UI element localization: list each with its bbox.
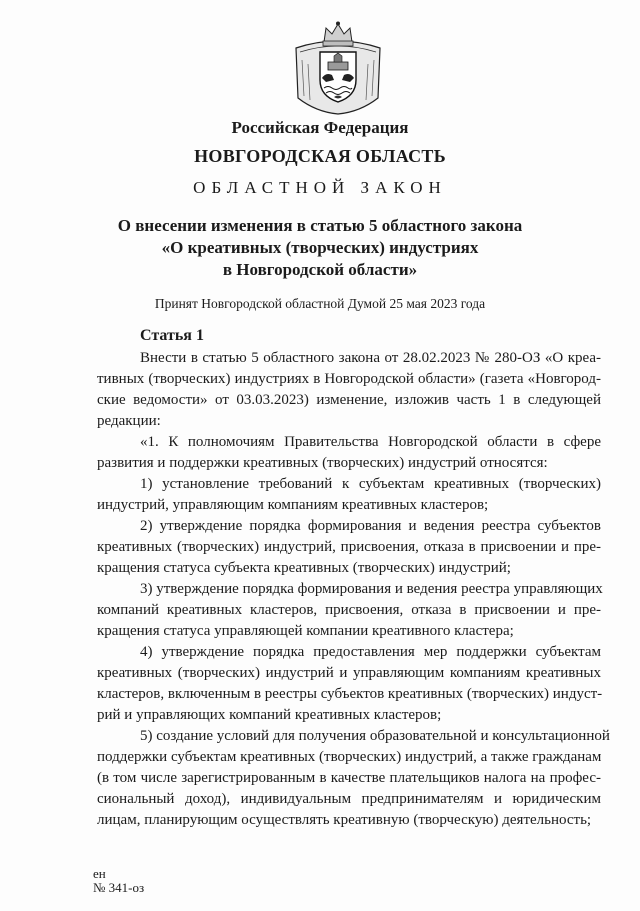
country-name: Российская Федерация	[231, 118, 409, 137]
body-line: индустрий, управляющим компаниям креативных кластеров;	[97, 497, 489, 513]
body-line: 1) установление требований к субъектам креативных (творческих)	[140, 476, 601, 492]
law-title-line: О внесении изменения в статью 5 областного закона	[117, 216, 523, 235]
body-line: 5) создание условий для получения образовательной и консультационной	[140, 728, 610, 744]
body-line: 4) утверждение порядка предоставления мер поддержки субъектам	[140, 644, 601, 660]
body-line: (в том числе зарегистрированным в качестве плательщиков налога на профес-	[97, 770, 601, 786]
body-line: рий и управляющих компаний креативных кластеров;	[97, 707, 442, 723]
body-line: креативных (творческих) индустрий и управляющим компаниям креативных	[97, 665, 601, 681]
law-number: № 341-оз	[93, 880, 145, 895]
body-line: тивных (творческих) индустриях в Новгородской области» (газета «Новгород-	[97, 371, 601, 387]
region-name: НОВГОРОДСКАЯ ОБЛАСТЬ	[194, 146, 446, 166]
adoption-note: Принят Новгородской областной Думой 25 мая 2023 года	[154, 296, 486, 311]
body-line: редакции:	[97, 413, 161, 429]
body-line: креативных (творческих) индустрий, присвоения, отказа в присвоении и пре-	[97, 539, 601, 555]
body-line: компаний креативных кластеров, присвоения, отказа в присвоении и пре-	[97, 602, 601, 618]
body-line: 2) утверждение порядка формирования и ведения реестра субъектов	[140, 518, 601, 534]
body-line: кращения статуса субъекта креативных (творческих) индустрий;	[97, 560, 511, 576]
body-line: ские ведомости» от 03.03.2023) изменение, изложив часть 1 в следующей	[97, 392, 601, 408]
body-line: сиональный доход), индивидуальным предпринимателям и юридическим	[97, 791, 601, 807]
law-title-line: в Новгородской области»	[222, 260, 418, 279]
body-line: кращения статуса управляющей компании креативного кластера;	[97, 623, 514, 639]
body-line: Внести в статью 5 областного закона от 28.02.2023 № 280-ОЗ «О креа-	[140, 350, 601, 366]
document-kind: ОБЛАСТНОЙ ЗАКОН	[193, 178, 447, 197]
body-line: кластеров, включенным в реестры субъектов креативных (творческих) индуст-	[97, 686, 603, 702]
body-line: «1. К полномочиям Правительства Новгородской области в сфере	[140, 434, 601, 450]
coat-of-arms-icon	[290, 20, 386, 116]
body-line: поддержки субъектам креативных (творческих) индустрий, а также гражданам	[97, 749, 602, 765]
law-title-line: «О креативных (творческих) индустриях	[161, 238, 479, 257]
body-line: развития и поддержки креативных (творческих) индустрий относятся:	[97, 455, 548, 471]
article-heading: Статья 1	[140, 327, 204, 344]
body-line: 3) утверждение порядка формирования и ведения реестра управляющих	[140, 581, 603, 597]
body-line: лицам, планирующим осуществлять креативную (творческую) деятельность;	[97, 812, 592, 828]
footer-initials: ен	[93, 866, 106, 881]
